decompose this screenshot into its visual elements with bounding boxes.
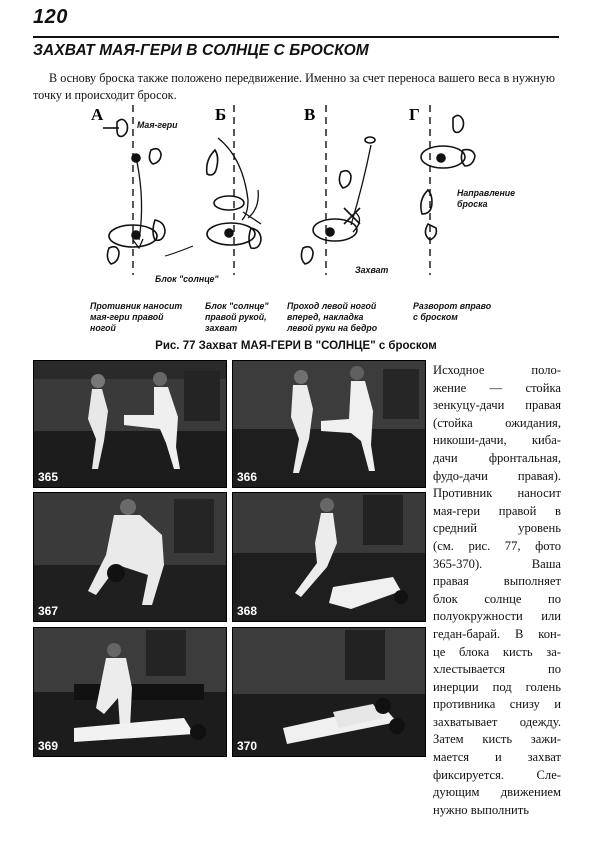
photo-number: 367 (38, 604, 59, 618)
body-text-line: правая выполняет (433, 574, 561, 589)
body-text-line: нужно выполнить (433, 802, 530, 817)
caption-a-line: Противник наносит (90, 301, 183, 311)
caption-b-line: правой рукой, (205, 312, 267, 322)
page-title: ЗАХВАТ МАЯ-ГЕРИ В СОЛНЦЕ С БРОСКОМ (33, 42, 369, 59)
caption-a-line: ногой (90, 323, 116, 333)
label-maya-geri: Мая-гери (137, 120, 178, 130)
figure-letter-a: А (91, 105, 104, 124)
body-text-line: противника снизу и (433, 697, 561, 712)
photo-368 (232, 492, 426, 622)
photo-number: 365 (38, 470, 59, 484)
body-text-line: мая-гери правой в (433, 503, 561, 518)
figure-letter-c: В (304, 105, 316, 124)
figure-letter-b: Б (215, 105, 227, 124)
body-text-line: Исходное поло- (433, 363, 561, 377)
caption-b-line: захват (205, 323, 238, 333)
photo-369-image (34, 628, 226, 756)
photo-368-image (233, 493, 425, 621)
body-text-line: жение — стойка (433, 380, 561, 395)
body-text-line: фудо-дачи правая). (433, 468, 561, 483)
body-text-line: гедан-барай. В кон- (433, 626, 561, 641)
caption-b-line: Блок "солнце" (205, 301, 269, 311)
body-text-line: инерции под голень (433, 679, 561, 694)
photo-367 (33, 492, 227, 622)
label-blok-solnce: Блок "солнце" (155, 274, 219, 284)
photo-number: 368 (237, 604, 258, 618)
diagram-caption-a (90, 301, 182, 334)
body-text-line: хлестывается по (433, 662, 561, 677)
intro-paragraph: В основу броска также положено передвижение. Именно за счет переноса вашего веса в нужную точку и происходит бросок. (33, 71, 555, 102)
panel-d-sketch (421, 115, 475, 240)
header-rule (33, 36, 559, 38)
body-text-line: дачи фронтальная, (433, 450, 561, 465)
body-text-line: захватывает одежду. (433, 714, 561, 729)
photo-370-image (233, 628, 425, 756)
photo-370 (232, 627, 426, 757)
caption-a-line: мая-гери правой (90, 312, 164, 322)
body-text-line: це блока кисть за- (433, 644, 561, 659)
page-number: 120 (33, 6, 68, 28)
body-text-line: полуокружности или (433, 609, 561, 624)
diagram-caption-b (205, 301, 269, 334)
body-text-line: зенкуцу-дачи правая (433, 398, 561, 413)
diagram-caption-c (287, 301, 377, 334)
caption-c-line: Проход левой ногой (287, 301, 377, 311)
photo-369 (33, 627, 227, 757)
label-napravlenie-line-1: Направление (457, 188, 516, 198)
diagram-caption-d (413, 301, 491, 323)
body-text-column (433, 362, 561, 819)
caption-c-line: вперед, накладка (287, 312, 364, 322)
photo-number: 369 (38, 739, 59, 753)
photo-366 (232, 360, 426, 488)
caption-c-line: левой руки на бедро (287, 323, 378, 333)
body-text-line: (см. рис. 77, фото (433, 538, 561, 553)
body-text-line: Противник наносит (433, 486, 561, 501)
body-text-line: блок солнце по (433, 591, 561, 606)
photo-366-image (233, 361, 425, 487)
body-text-line: (стойка ожидания, (433, 415, 561, 430)
photo-365 (33, 360, 227, 488)
body-text-line: Затем кисть зажи- (433, 732, 561, 747)
body-text-line: фиксируется. Сле- (433, 767, 561, 782)
photo-365-image (34, 361, 226, 487)
body-text-line: дующим движением (433, 785, 561, 800)
panel-b-sketch (165, 138, 261, 256)
label-napravlenie (457, 188, 515, 209)
photo-367-image (34, 493, 226, 621)
body-text-line: 365-370). Ваша (433, 556, 561, 571)
figure-caption: Рис. 77 Захват МАЯ-ГЕРИ В "СОЛНЦЕ" с броском (155, 340, 437, 352)
photo-number: 370 (237, 739, 258, 753)
body-text-line: никоши-дачи, киба- (433, 433, 561, 448)
body-text-line: мается и захват (433, 750, 561, 765)
photo-number: 366 (237, 470, 258, 484)
technique-diagram (33, 100, 559, 340)
caption-d-line: с броском (413, 312, 458, 322)
label-zahvat: Захват (355, 265, 389, 275)
figure-letter-d: Г (409, 105, 420, 124)
panel-a-sketch (103, 119, 165, 264)
label-napravlenie-line-2: броска (457, 198, 488, 209)
panel-c-sketch (301, 137, 375, 264)
body-text-line: средний уровень (433, 521, 561, 536)
caption-d-line: Разворот вправо (413, 301, 492, 311)
